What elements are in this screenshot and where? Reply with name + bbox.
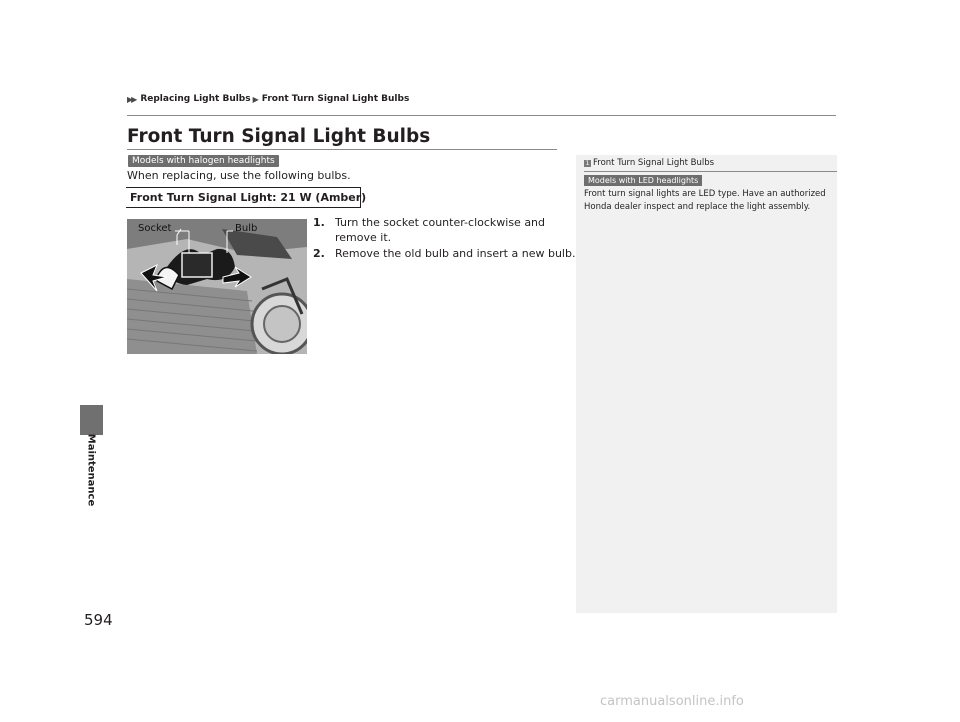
double-arrow-icon: ▶▶	[127, 94, 136, 104]
sidebar-note-divider	[584, 171, 837, 172]
sidebar-note-panel	[576, 155, 837, 613]
socket-bulb-illustration	[127, 219, 307, 354]
step-number: 1.	[313, 216, 325, 229]
breadcrumb-item-front-turn-signal: Front Turn Signal Light Bulbs	[261, 94, 410, 104]
breadcrumb-item-replacing-light-bulbs[interactable]: Replacing Light Bulbs	[140, 94, 251, 104]
step-text: Turn the socket counter-clockwise and remove it.	[335, 216, 546, 244]
section-tab-marker	[80, 405, 103, 435]
page-number: 594	[84, 611, 113, 629]
bulb-spec-box: Front Turn Signal Light: 21 W (Amber)	[126, 187, 361, 208]
header-divider	[127, 115, 836, 116]
led-models-badge: Models with LED headlights	[584, 175, 702, 186]
section-tab-label: Maintenance	[85, 433, 97, 507]
sidebar-note-title-text: Front Turn Signal Light Bulbs	[593, 158, 715, 168]
title-divider	[127, 149, 557, 150]
watermark: carmanualsonline.info	[600, 694, 744, 709]
step-1	[313, 215, 575, 245]
step-text: Remove the old bulb and insert a new bulb.	[335, 247, 576, 260]
halogen-models-badge: Models with halogen headlights	[128, 155, 279, 167]
sidebar-note-title[interactable]	[584, 158, 714, 168]
sidebar-note-text: Front turn signal lights are LED type. Have an authorized Honda dealer inspect and replace the light assembly.	[584, 189, 826, 212]
step-number: 2.	[313, 247, 325, 260]
bulb-label: Bulb	[235, 223, 258, 234]
reference-icon: 1	[585, 159, 590, 167]
step-2	[313, 246, 575, 261]
procedure-steps	[313, 215, 575, 262]
page-title: Front Turn Signal Light Bulbs	[127, 126, 431, 147]
socket-label: Socket	[138, 223, 172, 234]
intro-text: When replacing, use the following bulbs.	[127, 169, 351, 182]
breadcrumb	[127, 94, 409, 104]
arrow-icon: ▶	[252, 94, 257, 104]
